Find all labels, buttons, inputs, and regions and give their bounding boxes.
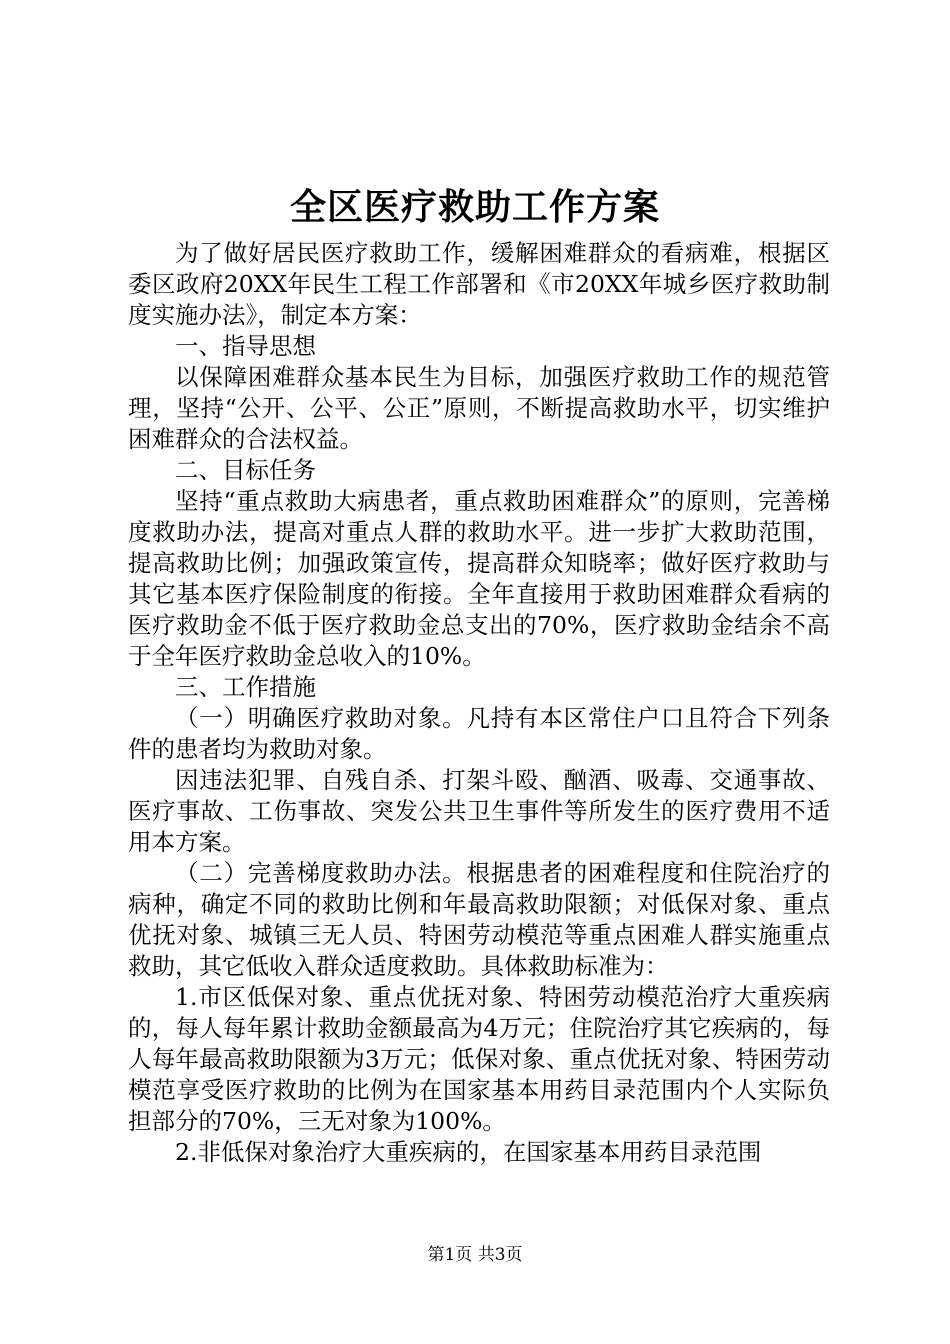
heading-guiding-thought: 一、指导思想: [175, 332, 316, 360]
paragraph-guiding-thought: 以保障困难群众基本民生为目标，加强医疗救助工作的规范管理，坚持“公开、公平、公正”原则，不断提高救助水平，切实维护困难群众的合法权益。: [128, 363, 830, 453]
paragraph-intro: 为了做好居民医疗救助工作，缓解困难群众的看病难，根据区委区政府20XX年民生工程工作部署和《市20XX年城乡医疗救助制度实施办法》，制定本方案：: [128, 239, 830, 329]
paragraph-goals: 坚持“重点救助大病患者，重点救助困难群众”的原则，完善梯度救助办法，提高对重点人群的救助水平。进一步扩大救助范围，提高救助比例；加强政策宣传，提高群众知晓率；做好医疗救助与其它基本医疗保险制度的衔接。全年直接用于救助困难群众看病的医疗救助金不低于医疗救助金总支出的70%，医疗救助金结余不高于全年医疗救助金总收入的10%。: [128, 487, 830, 670]
paragraph-standard-1: 1.市区低保对象、重点优抚对象、特困劳动模范治疗大重疾病的，每人每年累计救助金额最高为4万元；住院治疗其它疾病的，每人每年最高救助限额为3万元；低保对象、重点优抚对象、特困劳动模范享受医疗救助的比例为在国家基本用药目录范围内个人实际负担部分的70%，三无对象为100%。: [128, 983, 830, 1135]
document-title: 全区医疗救助工作方案: [289, 186, 660, 228]
paragraph-standard-2: 2.非低保对象治疗大重疾病的，在国家基本用药目录范围: [175, 1138, 762, 1166]
paragraph-measure-1: （一）明确医疗救助对象。凡持有本区常住户口且符合下列条件的患者均为救助对象。: [128, 704, 830, 763]
heading-goals: 二、目标任务: [175, 456, 316, 484]
paragraph-measure-2: （二）完善梯度救助办法。根据患者的困难程度和住院治疗的病种，确定不同的救助比例和年最高救助限额；对低保对象、重点优抚对象、城镇三无人员、特困劳动模范等重点困难人群实施重点救助，其它低收入群众适度救助。具体救助标准为：: [128, 859, 830, 980]
page-footer: 第1页 共3页: [427, 1245, 523, 1265]
heading-measures: 三、工作措施: [175, 673, 316, 701]
document-body: [128, 238, 830, 1168]
paragraph-exclusions: 因违法犯罪、自残自杀、打架斗殴、酗酒、吸毒、交通事故、医疗事故、工伤事故、突发公共卫生事件等所发生的医疗费用不适用本方案。: [128, 766, 830, 856]
